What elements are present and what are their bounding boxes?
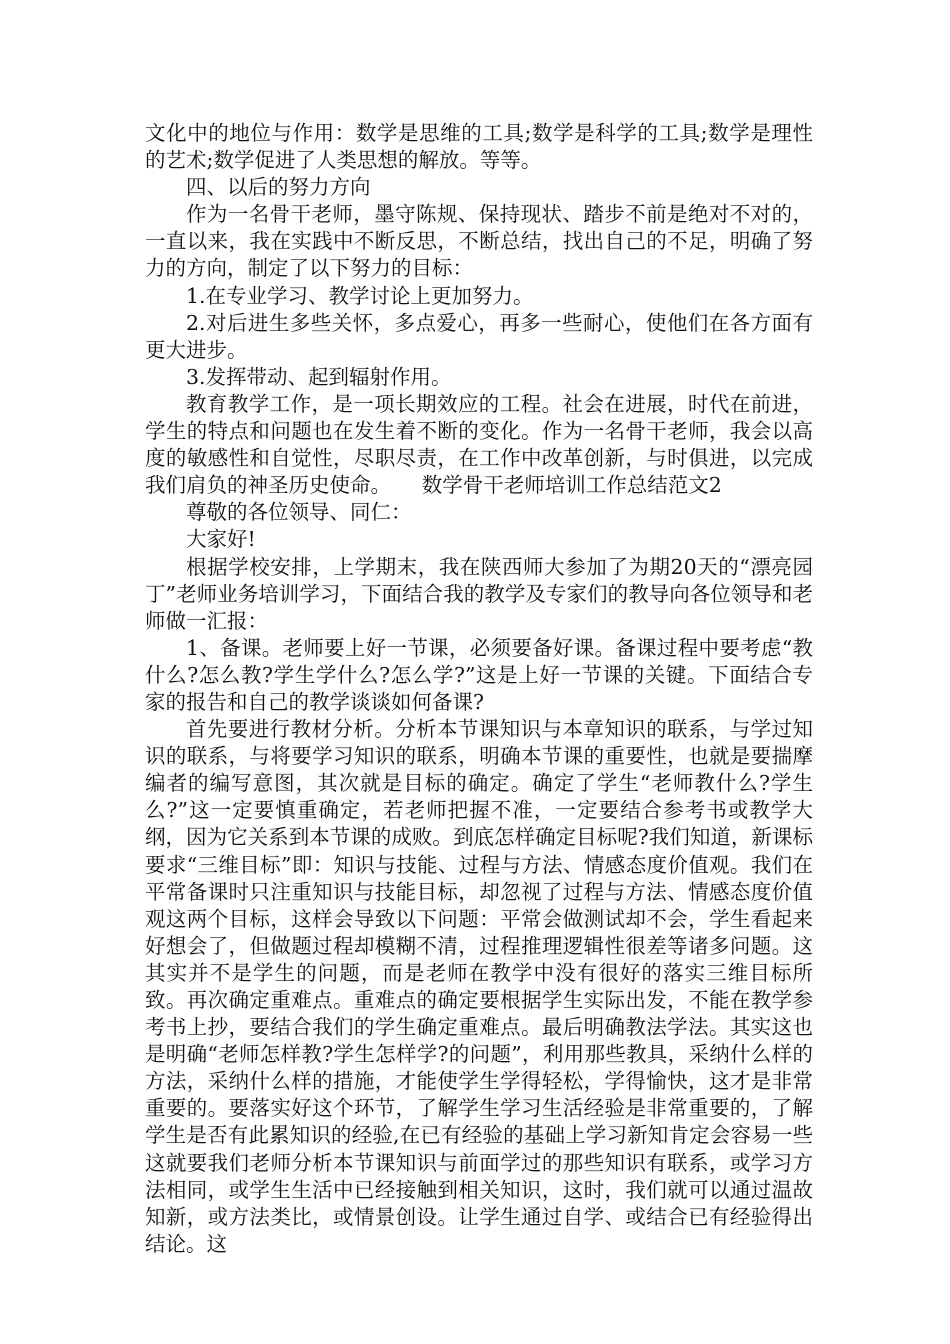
paragraph-math-role: 文化中的地位与作用：数学是思维的工具;数学是科学的工具;数学是理性的艺术;数学促进了人类思想的解放。等等。: [145, 121, 813, 173]
salutation: 尊敬的各位领导、同仁：: [186, 500, 412, 525]
paragraph-lesson-prep: 1、备课。老师要上好一节课，必须要备好课。备课过程中要考虑“教什么?怎么教?学生学什么?怎么学?”这是上好一节课的关键。下面结合专家的报告和自己的教学谈谈如何备课?: [145, 635, 813, 714]
heading-future-direction: 四、以后的努力方向: [186, 175, 371, 200]
list-item-goal-2: 2.对后进生多些关怀，多点爱心，再多一些耐心，使他们在各方面有更大进步。: [145, 310, 813, 362]
paragraph-teaching-work: 教育教学工作，是一项长期效应的工程。社会在进展，时代在前进，学生的特点和问题也在发生着不断的变化。作为一名骨干老师，我会以高度的敏感性和自觉性，尽职尽责，在工作中改革创新，与时俱进，以完成我们肩负的神圣历史使命。 数学骨干老师培训工作总结范文2: [145, 391, 813, 498]
greeting: 大家好!: [186, 527, 256, 552]
list-item-goal-3: 3.发挥带动、起到辐射作用。: [186, 364, 452, 389]
paragraph-textbook-analysis: 首先要进行教材分析。分析本节课知识与本章知识的联系，与学过知识的联系，与将要学习知识的联系，明确本节课的重要性，也就是要揣摩编者的编写意图，其次就是目标的确定。确定了学生“老师教什么?学生么?”这一定要慎重确定，若老师把握不准，一定要结合参考书或教学大纲，因为它关系到本节课的成败。到底怎样确定目标呢?我们知道，新课标要求“三维目标”即：知识与技能、过程与方法、情感态度价值观。我们在平常备课时只注重知识与技能目标，却忽视了过程与方法、情感态度价值观这两个目标，这样会导致以下问题：平常会做测试却不会，学生看起来好想会了，但做题过程却模糊不清，过程推理逻辑性很差等诸多问题。这其实并不是学生的问题，而是老师在教学中没有很好的落实三维目标所致。再次确定重难点。重难点的确定要根据学生实际出发，不能在教学参考书上抄，要结合我们的学生确定重难点。最后明确教法学法。其实这也是明确“老师怎样教?学生怎样学?的问题”，利用那些教具，采纳什么样的方法，采纳什么样的措施，才能使学生学得轻松，学得愉快，这才是非常重要的。要落实好这个环节，了解学生学习生活经验是非常重要的，了解学生是否有此累知识的经验,在已有经验的基础上学习新知肯定会容易一些这就要我们老师分析本节课知识与前面学过的那些知识有联系，或学习方法相同，或学生生活中已经接触到相关知识，这时，我们就可以通过温故知新，或方法类比，或情景创设。让学生通过自学、或结合已有经验得出结论。这: [145, 717, 813, 1256]
list-item-goal-1: 1.在专业学习、教学讨论上更加努力。: [186, 283, 534, 308]
document-body: [145, 120, 813, 1258]
paragraph-training-report: 根据学校安排，上学期末，我在陕西师大参加了为期20天的“漂亮园丁”老师业务培训学习，下面结合我的教学及专家们的教导向各位领导和老师做一汇报：: [145, 554, 813, 633]
paragraph-reflection: 作为一名骨干老师，墨守陈规、保持现状、踏步不前是绝对不对的，一直以来，我在实践中不断反思，不断总结，找出自己的不足，明确了努力的方向，制定了以下努力的目标：: [145, 202, 813, 281]
